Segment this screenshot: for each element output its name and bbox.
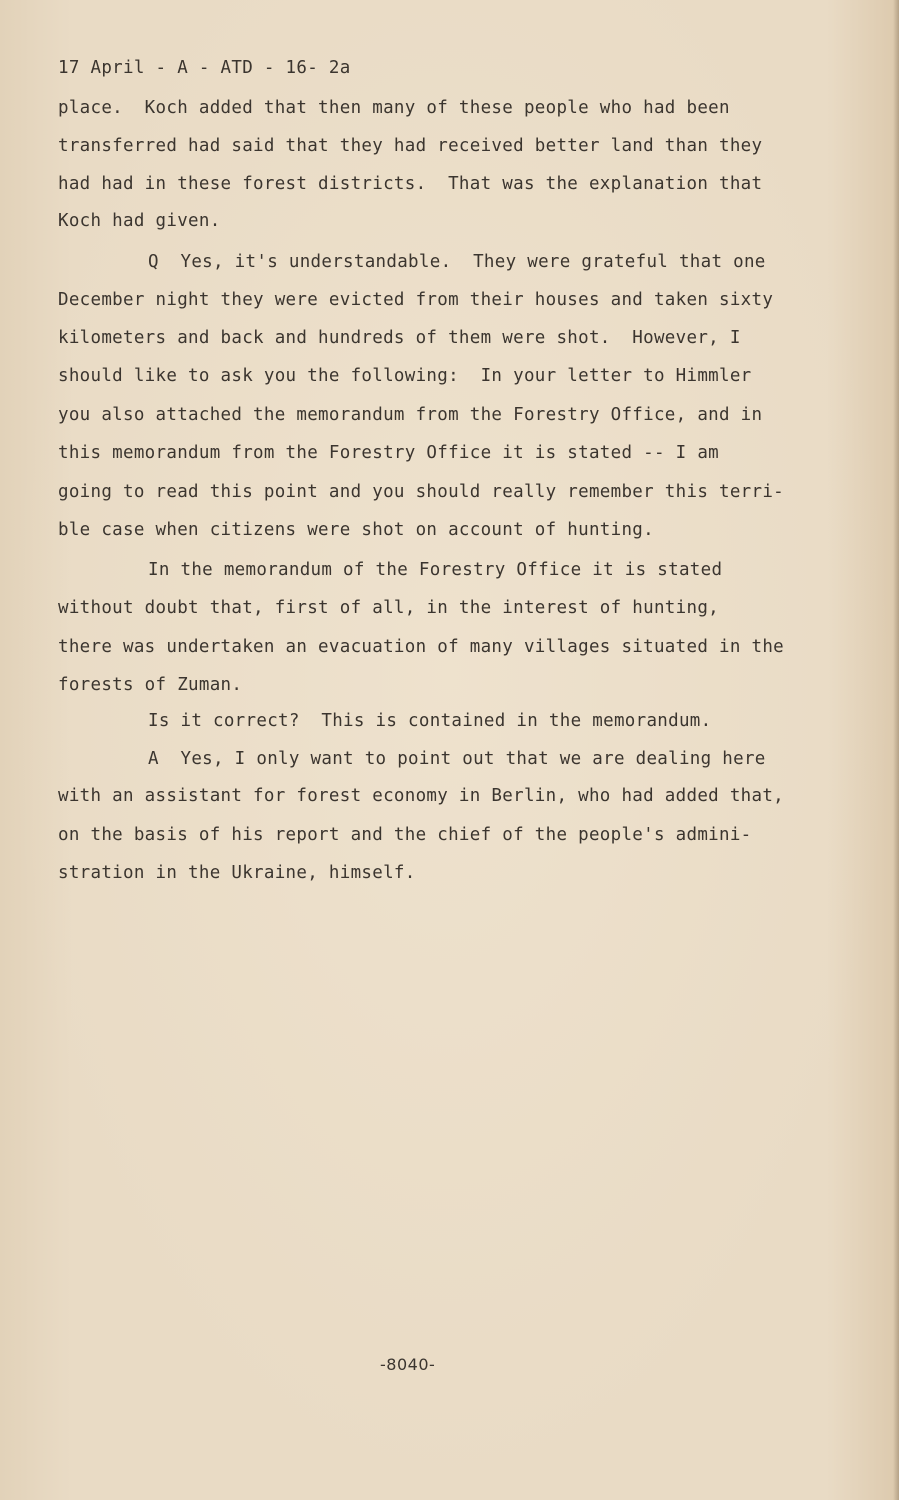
text-line: December night they were evicted from their houses and taken sixty — [58, 290, 774, 310]
page-header: 17 April - A - ATD - 16- 2a — [58, 58, 351, 78]
text-line: A Yes, I only want to point out that we are dealing here — [148, 749, 766, 769]
text-line: you also attached the memorandum from the Forestry Office, and in — [58, 405, 763, 425]
text-line: kilometers and back and hundreds of them were shot. However, I — [58, 328, 741, 348]
page-edge-shadow — [893, 0, 899, 1500]
text-line: had had in these forest districts. That was the explanation that — [58, 174, 763, 194]
text-line: on the basis of his report and the chief of the people's admini- — [58, 825, 752, 845]
text-line: with an assistant for forest economy in Berlin, who had added that, — [58, 786, 785, 806]
text-line: stration in the Ukraine, himself. — [58, 863, 416, 883]
text-line: going to read this point and you should really remember this terri- — [58, 482, 785, 502]
text-line: Is it correct? This is contained in the memorandum. — [148, 711, 712, 731]
text-line: Q Yes, it's understandable. They were grateful that one — [148, 252, 766, 272]
text-line: In the memorandum of the Forestry Office it is stated — [148, 560, 723, 580]
text-line: Koch had given. — [58, 211, 221, 231]
text-line: should like to ask you the following: In your letter to Himmler — [58, 366, 752, 386]
page-number: -8040- — [380, 1355, 436, 1374]
text-line: without doubt that, first of all, in the interest of hunting, — [58, 598, 719, 618]
text-line: there was undertaken an evacuation of many villages situated in the — [58, 637, 785, 657]
text-line: forests of Zuman. — [58, 675, 243, 695]
text-line: ble case when citizens were shot on account of hunting. — [58, 520, 654, 540]
text-line: transferred had said that they had received better land than they — [58, 136, 763, 156]
text-line: this memorandum from the Forestry Office it is stated -- I am — [58, 443, 719, 463]
text-line: place. Koch added that then many of these people who had been — [58, 98, 730, 118]
